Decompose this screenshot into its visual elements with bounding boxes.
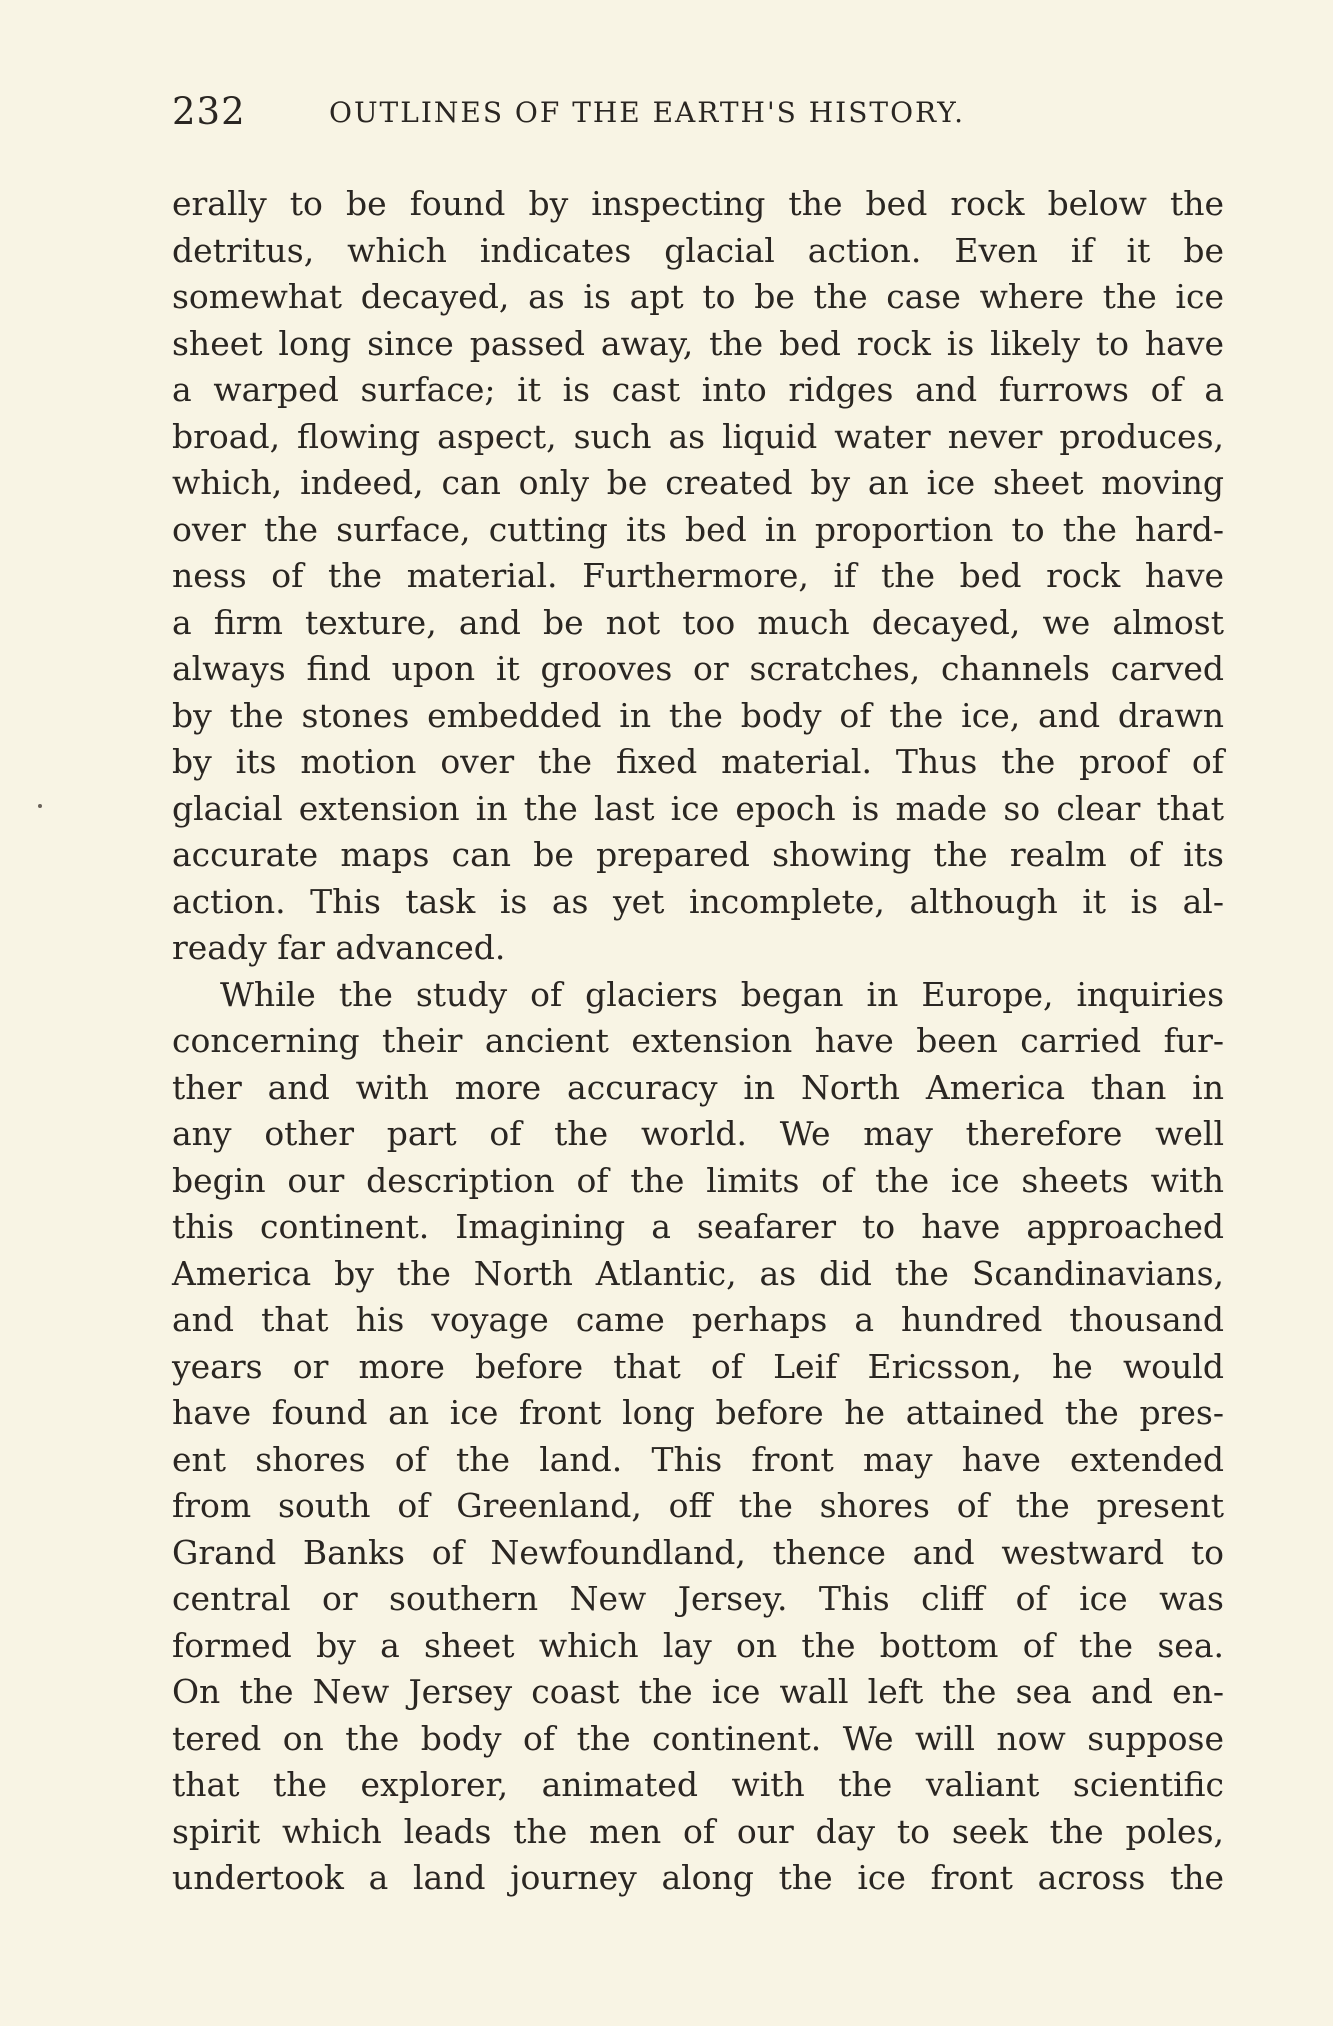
text-line: central or southern New Jersey. This cliff of ice was — [172, 1579, 1224, 1618]
text-line: which, indeed, can only be created by an ice sheet moving — [172, 463, 1224, 502]
text-line: ready far advanced. — [172, 928, 506, 967]
text-line: by the stones embedded in the body of the ice, and drawn — [172, 695, 1224, 735]
text-line: ness of the material. Furthermore, if the bed rock have — [172, 556, 1224, 595]
text-line: somewhat decayed, as is apt to be the case where the ice — [172, 277, 1224, 316]
running-head — [172, 90, 1082, 140]
text-line: any other part of the world. We may therefore well — [172, 1114, 1224, 1153]
text-line: concerning their ancient extension have been carried fur- — [172, 1021, 1224, 1060]
text-line: detritus, which indicates glacial action. Even if it be — [172, 230, 1224, 270]
text-line: undertook a land journey along the ice front across the — [172, 1858, 1224, 1897]
text-line: On the New Jersey coast the ice wall left the sea and en- — [172, 1672, 1224, 1711]
text-line: over the surface, cutting its bed in proportion to the hard- — [172, 509, 1224, 549]
text-line: begin our description of the limits of the ice sheets with — [172, 1160, 1224, 1200]
text-line: this continent. Imagining a seafarer to have approached — [172, 1207, 1224, 1246]
text-line: and that his voyage came perhaps a hundred thousand — [172, 1300, 1224, 1339]
text-line: broad, flowing aspect, such as liquid water never produces, — [172, 416, 1224, 456]
text-line: formed by a sheet which lay on the bottom of the sea. — [172, 1625, 1224, 1665]
text-line: accurate maps can be prepared showing the realm of its — [172, 835, 1224, 874]
page-number: 232 — [172, 90, 246, 133]
text-line: glacial extension in the last ice epoch is made so clear that — [172, 788, 1224, 828]
text-line: that the explorer, animated with the valiant scientific — [172, 1765, 1224, 1804]
body-text — [172, 181, 1224, 1902]
text-line: America by the North Atlantic, as did the Scandinavians, — [172, 1253, 1224, 1293]
text-line: always find upon it grooves or scratches, channels carved — [172, 649, 1224, 688]
text-line: While the study of glaciers began in Europe, inquiries — [220, 974, 1224, 1014]
running-title: OUTLINES OF THE EARTH'S HISTORY. — [329, 96, 966, 129]
text-line: by its motion over the fixed material. Thus the proof of — [172, 742, 1224, 781]
text-line: action. This task is as yet incomplete, although it is al- — [172, 881, 1224, 921]
margin-dot — [38, 804, 42, 808]
text-line: from south of Greenland, off the shores of the present — [172, 1486, 1224, 1525]
text-line: erally to be found by inspecting the bed rock below the — [172, 184, 1224, 223]
text-line: sheet long since passed away, the bed rock is likely to have — [172, 323, 1224, 363]
text-line: Grand Banks of Newfoundland, thence and westward to — [172, 1532, 1224, 1572]
text-line: have found an ice front long before he attained the pres- — [172, 1393, 1224, 1432]
text-line: a firm texture, and be not too much decayed, we almost — [172, 602, 1224, 642]
text-line: spirit which leads the men of our day to seek the poles, — [172, 1811, 1224, 1851]
text-line: ent shores of the land. This front may have extended — [172, 1439, 1224, 1479]
text-line: a warped surface; it is cast into ridges and furrows of a — [172, 370, 1224, 409]
text-line: years or more before that of Leif Ericsson, he would — [172, 1346, 1224, 1386]
text-line: ther and with more accuracy in North America than in — [172, 1067, 1224, 1107]
text-line: tered on the body of the continent. We will now suppose — [172, 1718, 1224, 1758]
